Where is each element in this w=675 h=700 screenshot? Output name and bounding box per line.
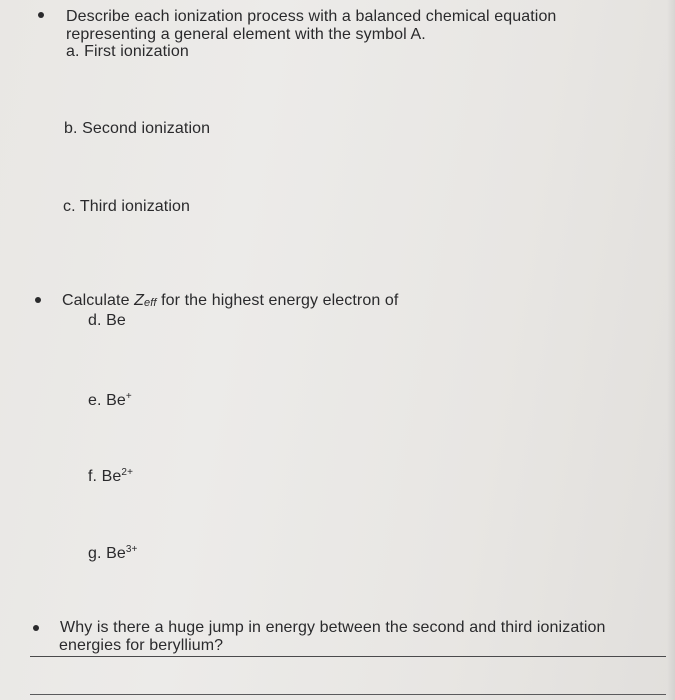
item-f-label: f. Be: [88, 468, 122, 485]
question-3-line-2: energies for beryllium?: [59, 637, 224, 654]
paper-edge-shadow: [667, 0, 675, 700]
answer-line-1: [30, 656, 666, 657]
item-b-second-ionization: b. Second ionization: [64, 120, 211, 137]
zeff-symbol: Z: [134, 292, 145, 309]
item-e-charge: +: [125, 391, 132, 402]
question-2-suffix: for the highest energy electron of: [156, 292, 399, 309]
question-2-prefix: Calculate: [62, 292, 135, 309]
bullet-question-3: [33, 625, 39, 631]
bullet-question-2: [35, 297, 41, 303]
item-c-third-ionization: c. Third ionization: [63, 198, 191, 215]
item-e-label: e. Be: [88, 392, 126, 409]
item-g-label: g. Be: [88, 545, 126, 562]
item-e-be-plus: [88, 388, 132, 410]
item-g-charge: 3+: [125, 544, 138, 555]
zeff-subscript: eff: [144, 297, 157, 309]
answer-line-2: [30, 694, 666, 695]
question-1-line-2: representing a general element with the symbol A.: [66, 26, 426, 43]
item-g-be-3plus: [88, 541, 137, 563]
question-1-line-1: Describe each ionization process with a balanced chemical equation: [66, 8, 557, 25]
question-3-line-1: Why is there a huge jump in energy between the second and third ionization: [60, 619, 606, 636]
question-2-line: [62, 292, 398, 312]
item-a-first-ionization: a. First ionization: [66, 43, 189, 60]
bullet-question-1: [38, 12, 44, 18]
item-f-charge: 2+: [121, 467, 134, 478]
item-d-be: d. Be: [88, 312, 126, 329]
item-f-be-2plus: [88, 464, 133, 486]
